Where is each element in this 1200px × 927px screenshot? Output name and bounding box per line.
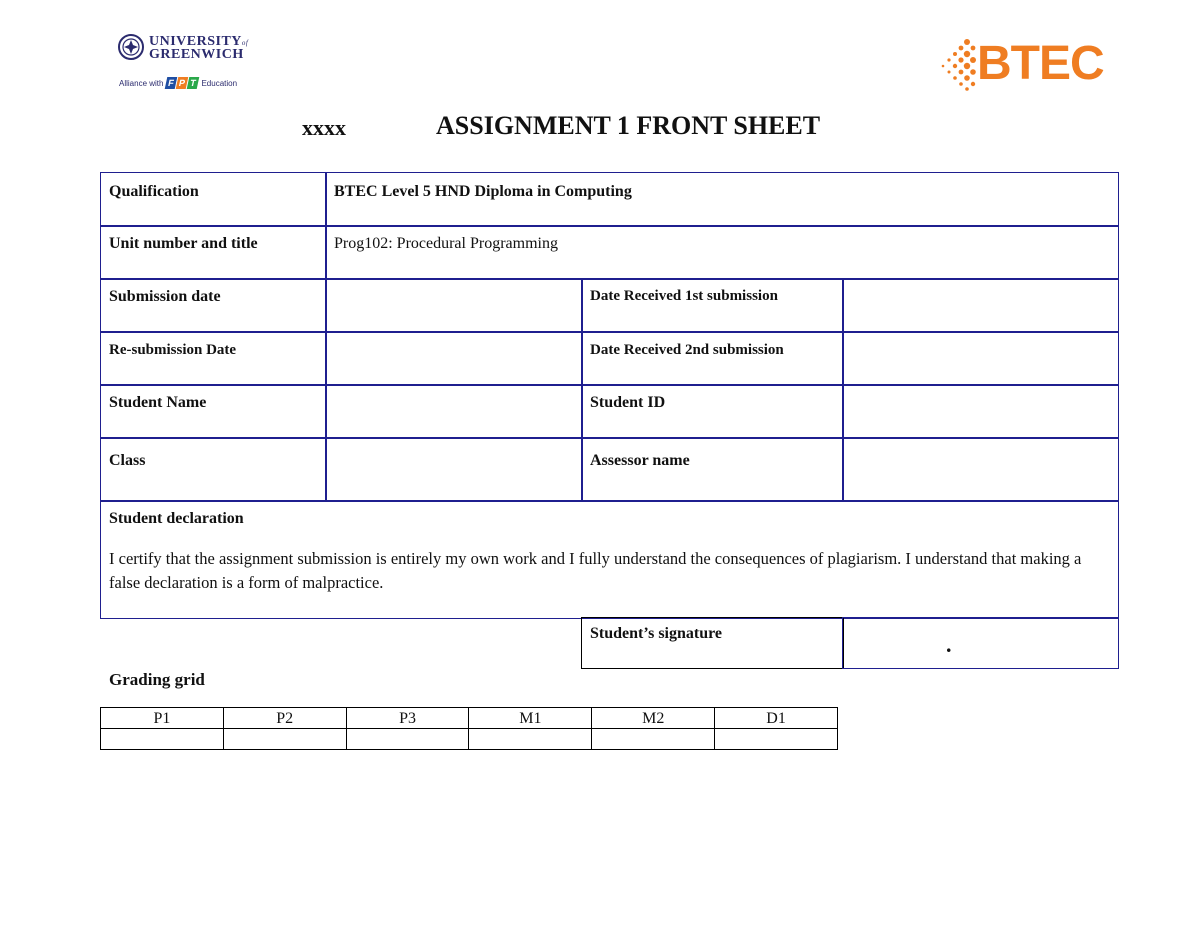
grading-value-row — [101, 729, 838, 750]
signature-label: Student’s signature — [590, 625, 723, 642]
grade-header-d1: D1 — [715, 708, 838, 729]
student-id-field[interactable] — [842, 384, 1119, 439]
class-label: Class — [109, 452, 146, 469]
qualification-label: Qualification — [109, 183, 199, 200]
document-code: xxxx — [302, 115, 346, 140]
grading-header-row — [101, 708, 838, 729]
submission-date-label-cell — [100, 278, 327, 333]
signature-label-cell — [581, 617, 844, 669]
grading-grid — [100, 707, 838, 750]
grade-cell-p1[interactable] — [101, 729, 224, 750]
greenwich-word: GREENWICH — [149, 47, 244, 62]
student-name-label: Student Name — [109, 394, 207, 411]
page-title: ASSIGNMENT 1 FRONT SHEET — [436, 111, 821, 140]
grading-grid-title: Grading grid — [109, 670, 205, 689]
grade-header-p1: P1 — [101, 708, 224, 729]
fpt-letter-p: P — [176, 77, 189, 89]
unit-value-cell — [325, 225, 1119, 280]
btec-dots-icon — [937, 36, 977, 92]
alliance-line — [119, 77, 237, 89]
declaration-label: Student declaration — [109, 510, 244, 527]
resubmission-date-field[interactable] — [325, 331, 583, 386]
unit-value: Prog102: Procedural Programming — [334, 235, 558, 252]
fpt-letter-t: T — [187, 77, 200, 89]
grade-header-p2: P2 — [223, 708, 346, 729]
btec-logo — [937, 36, 1121, 92]
qualification-value: BTEC Level 5 HND Diploma in Computing — [334, 183, 632, 200]
student-name-label-cell — [100, 384, 327, 439]
class-field[interactable] — [325, 437, 583, 502]
date-received-2-label-cell — [581, 331, 844, 386]
assessor-field[interactable] — [842, 437, 1119, 502]
qualification-label-cell — [100, 172, 327, 227]
grade-cell-p2[interactable] — [223, 729, 346, 750]
date-received-1-label-cell — [581, 278, 844, 333]
resubmission-date-label-cell — [100, 331, 327, 386]
date-received-1-label: Date Received 1st submission — [590, 288, 778, 304]
university-of-greenwich-logo — [118, 34, 248, 94]
unit-label-cell — [100, 225, 327, 280]
education-text: Education — [201, 78, 238, 88]
date-received-2-label: Date Received 2nd submission — [590, 342, 784, 358]
fpt-letter-f: F — [165, 77, 178, 89]
unit-label: Unit number and title — [109, 235, 258, 252]
student-id-label-cell — [581, 384, 844, 439]
submission-date-label: Submission date — [109, 288, 221, 305]
assessor-label-cell — [581, 437, 844, 502]
grade-header-m2: M2 — [592, 708, 715, 729]
declaration-text: I certify that the assignment submission is entirely my own work and I fully understand the consequences of plagiarism. I understand that making a false declaration is a form of malpractice. — [109, 549, 1082, 592]
student-name-field[interactable] — [325, 384, 583, 439]
university-word: UNIVERSITYof — [149, 34, 249, 49]
grade-cell-m2[interactable] — [592, 729, 715, 750]
student-declaration-section — [100, 500, 1119, 619]
date-received-2-field[interactable] — [842, 331, 1119, 386]
signature-value: . — [946, 632, 952, 657]
submission-date-field[interactable] — [325, 278, 583, 333]
btec-word: BTEC — [977, 37, 1104, 90]
signature-field[interactable] — [842, 617, 1119, 669]
grade-header-p3: P3 — [346, 708, 469, 729]
student-id-label: Student ID — [590, 394, 666, 411]
alliance-text: Alliance with — [119, 78, 164, 88]
date-received-1-field[interactable] — [842, 278, 1119, 333]
grade-cell-p3[interactable] — [346, 729, 469, 750]
grade-cell-m1[interactable] — [469, 729, 592, 750]
resubmission-date-label: Re-submission Date — [109, 342, 237, 358]
grade-header-m1: M1 — [469, 708, 592, 729]
university-seal-icon — [118, 34, 144, 60]
grade-cell-d1[interactable] — [715, 729, 838, 750]
fpt-logo — [166, 77, 198, 89]
assessor-label: Assessor name — [590, 452, 690, 469]
qualification-value-cell — [325, 172, 1119, 227]
class-label-cell — [100, 437, 327, 502]
